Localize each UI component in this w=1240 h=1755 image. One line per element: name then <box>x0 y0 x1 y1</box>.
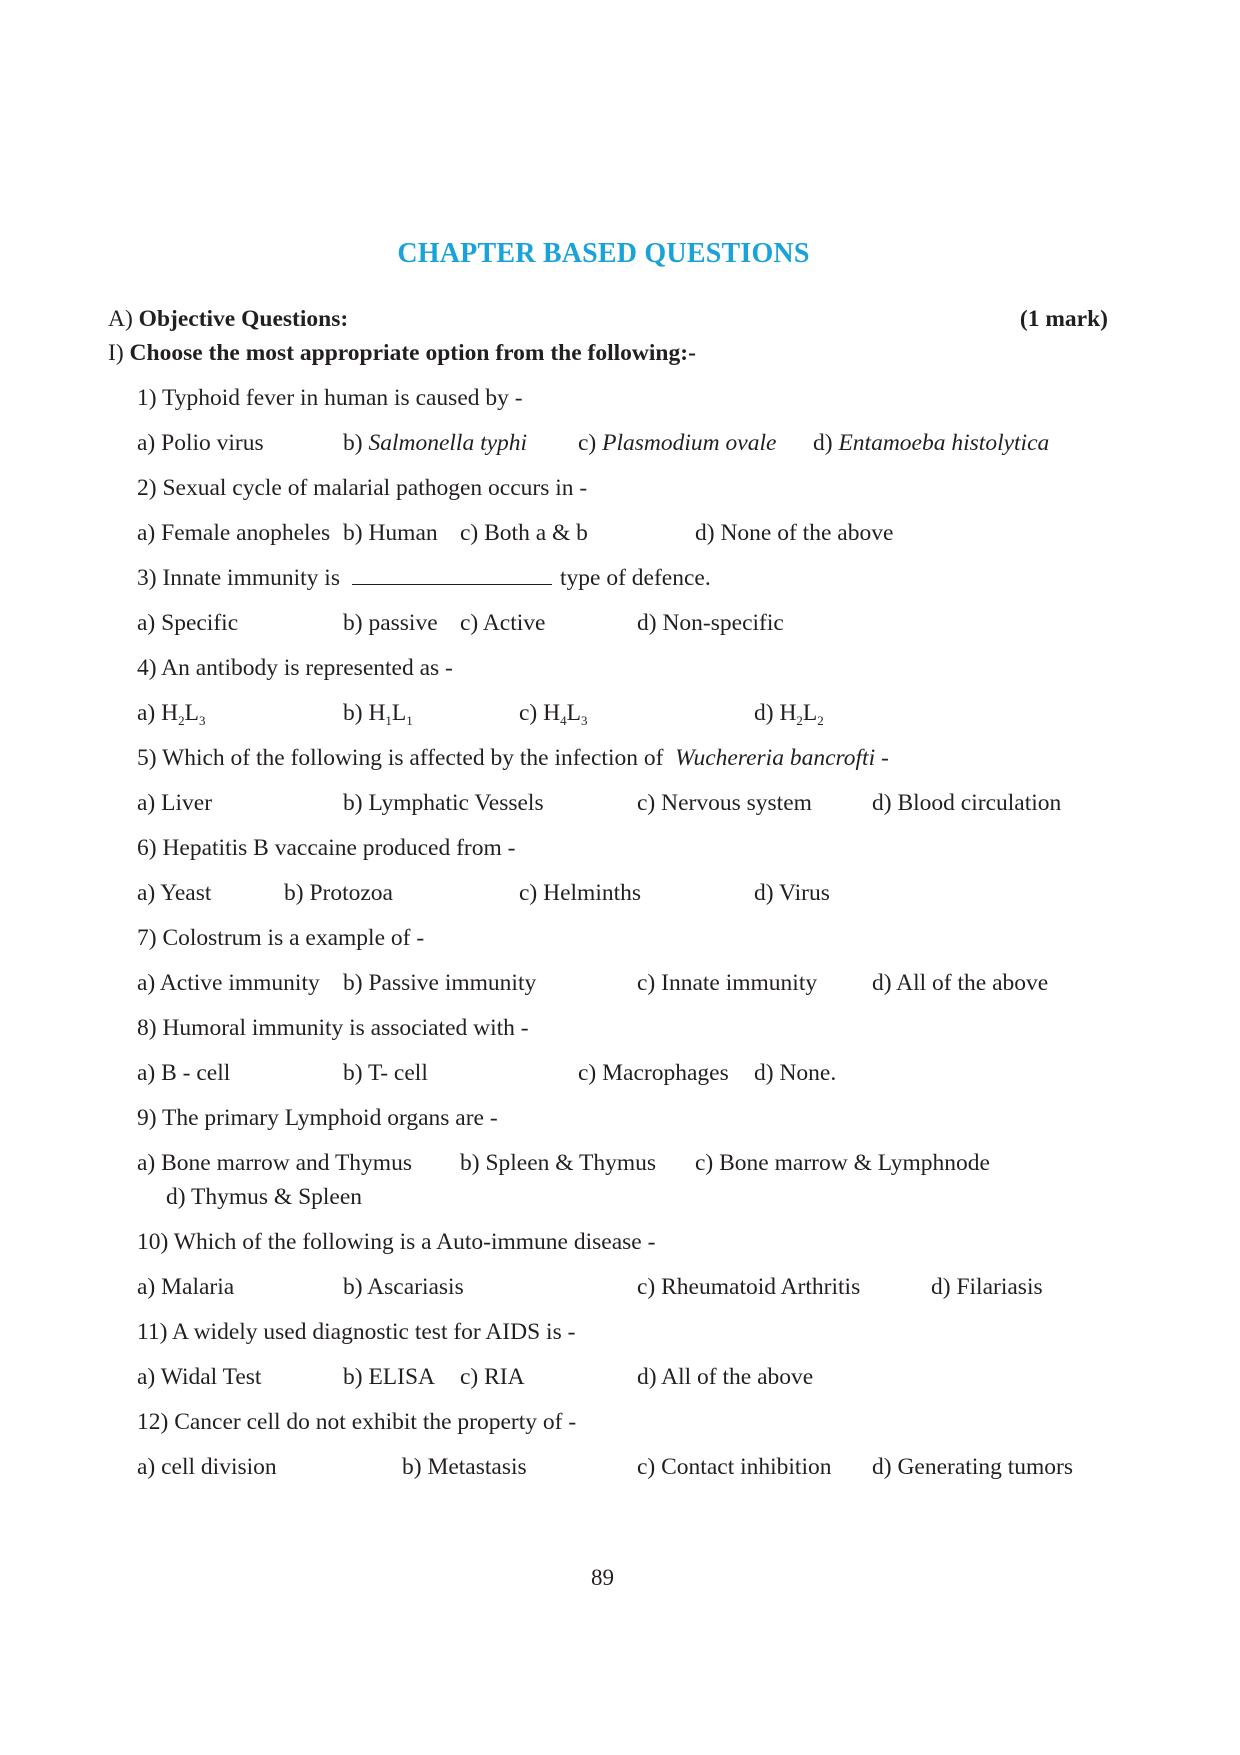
question-2: 2) Sexual cycle of malarial pathogen occurs in - <box>137 475 588 501</box>
q4-a-prefix: a) H <box>137 700 179 726</box>
question-8: 8) Humoral immunity is associated with - <box>137 1015 529 1041</box>
q11-option-d: d) All of the above <box>637 1364 814 1390</box>
q2-option-a: a) Female anopheles <box>137 520 331 546</box>
question-10: 10) Which of the following is a Auto-immune disease - <box>137 1229 656 1255</box>
q4-b-sub1: 1 <box>385 713 392 728</box>
q2-option-b: b) Human <box>343 520 438 546</box>
q1-option-a: a) Polio virus <box>137 430 264 456</box>
q6-option-a: a) Yeast <box>137 880 212 906</box>
q12-option-a: a) cell division <box>137 1454 277 1480</box>
q7-option-d: d) All of the above <box>872 970 1049 996</box>
q4-a-sub2: 3 <box>198 713 206 728</box>
question-3 <box>137 565 711 592</box>
q1-option-c-letter: c) <box>578 430 597 456</box>
q11-option-a: a) Widal Test <box>137 1364 262 1390</box>
q5-option-c: c) Nervous system <box>637 790 812 816</box>
q5-option-b: b) Lymphatic Vessels <box>343 790 544 816</box>
q4-d-mid: L <box>802 700 818 726</box>
q11-option-c: c) RIA <box>460 1364 525 1390</box>
q6-option-b: b) Protozoa <box>284 880 393 906</box>
q3-option-c: c) Active <box>460 610 546 636</box>
q4-c-mid: L <box>566 700 581 726</box>
q9-option-b: b) Spleen & Thymus <box>460 1150 657 1176</box>
q9-option-d: d) Thymus & Spleen <box>166 1184 363 1210</box>
q1-option-b-letter: b) <box>343 430 363 456</box>
q6-option-d: d) Virus <box>754 880 830 906</box>
q2-option-c: c) Both a & b <box>460 520 588 546</box>
q7-option-a: a) Active immunity <box>137 970 320 996</box>
q7-option-c: c) Innate immunity <box>637 970 818 996</box>
q4-option-b <box>343 700 413 727</box>
q4-c-prefix: c) H <box>519 700 561 726</box>
question-5-end: - <box>880 745 889 771</box>
question-11: 11) A widely used diagnostic test for AIDS is - <box>137 1319 576 1345</box>
section-heading <box>108 306 1108 333</box>
q9-option-a: a) Bone marrow and Thymus <box>137 1150 412 1176</box>
question-5-species: Wuchereria bancrofti <box>675 745 876 771</box>
q12-option-d: d) Generating tumors <box>872 1454 1074 1480</box>
section-label: Objective Questions: <box>138 306 349 332</box>
q4-a-sub1: 2 <box>178 713 185 728</box>
question-3-start: 3) Innate immunity is <box>137 565 340 591</box>
q4-b-prefix: b) H <box>343 700 386 726</box>
q4-option-d <box>754 700 824 727</box>
q1-option-c <box>578 430 776 457</box>
q4-c-sub1: 4 <box>560 713 567 728</box>
question-4: 4) An antibody is represented as - <box>137 655 453 681</box>
q4-c-sub2: 3 <box>580 713 588 728</box>
q4-a-mid: L <box>184 700 199 726</box>
q1-option-b-text: Salmonella typhi <box>368 430 528 456</box>
question-7: 7) Colostrum is a example of - <box>137 925 425 951</box>
q4-option-c <box>519 700 587 727</box>
q3-option-d: d) Non-specific <box>637 610 784 636</box>
q8-option-d: d) None. <box>754 1060 837 1086</box>
q1-option-c-text: Plasmodium ovale <box>602 430 777 456</box>
question-5 <box>137 745 889 772</box>
q12-option-b: b) Metastasis <box>402 1454 527 1480</box>
q4-option-a <box>137 700 205 727</box>
q10-option-c: c) Rheumatoid Arthritis <box>637 1274 861 1300</box>
q4-b-sub2: 1 <box>406 713 413 728</box>
q10-option-b: b) Ascariasis <box>343 1274 464 1300</box>
q3-option-b: b) passive <box>343 610 438 636</box>
page-number: 89 <box>591 1565 614 1590</box>
q1-option-d <box>813 430 1049 457</box>
q8-option-b: b) T- cell <box>343 1060 428 1086</box>
q4-d-sub1: 2 <box>796 713 803 728</box>
q10-option-a: a) Malaria <box>137 1274 235 1300</box>
q7-option-b: b) Passive immunity <box>343 970 537 996</box>
q6-option-c: c) Helminths <box>519 880 642 906</box>
fill-in-blank <box>352 566 552 585</box>
instruction-line <box>108 340 1108 367</box>
q1-option-d-letter: d) <box>813 430 833 456</box>
question-12: 12) Cancer cell do not exhibit the property of - <box>137 1409 577 1435</box>
question-1: 1) Typhoid fever in human is caused by - <box>137 385 523 411</box>
q1-option-d-text: Entamoeba histolytica <box>838 430 1050 456</box>
q1-option-b <box>343 430 527 457</box>
question-6: 6) Hepatitis B vaccaine produced from - <box>137 835 516 861</box>
instruction-text: Choose the most appropriate option from the following:- <box>129 340 696 366</box>
question-9: 9) The primary Lymphoid organs are - <box>137 1105 498 1131</box>
marks-label: (1 mark) <box>1019 306 1108 332</box>
q8-option-c: c) Macrophages <box>578 1060 729 1086</box>
q5-option-a: a) Liver <box>137 790 213 816</box>
q11-option-b: b) ELISA <box>343 1364 436 1390</box>
question-3-end: type of defence. <box>560 565 711 591</box>
section-prefix: A) <box>108 306 133 332</box>
q5-option-d: d) Blood circulation <box>872 790 1062 816</box>
question-5-text: 5) Which of the following is affected by the infection of <box>137 745 664 771</box>
q9-option-c: c) Bone marrow & Lymphnode <box>695 1150 990 1176</box>
q12-option-c: c) Contact inhibition <box>637 1454 832 1480</box>
q2-option-d: d) None of the above <box>695 520 894 546</box>
q3-option-a: a) Specific <box>137 610 239 636</box>
q4-d-sub2: 2 <box>817 713 824 728</box>
instruction-prefix: I) <box>108 340 124 366</box>
q10-option-d: d) Filariasis <box>931 1274 1043 1300</box>
q4-b-mid: L <box>391 700 407 726</box>
q8-option-a: a) B - cell <box>137 1060 231 1086</box>
q4-d-prefix: d) H <box>754 700 797 726</box>
page-title: CHAPTER BASED QUESTIONS <box>397 238 810 269</box>
